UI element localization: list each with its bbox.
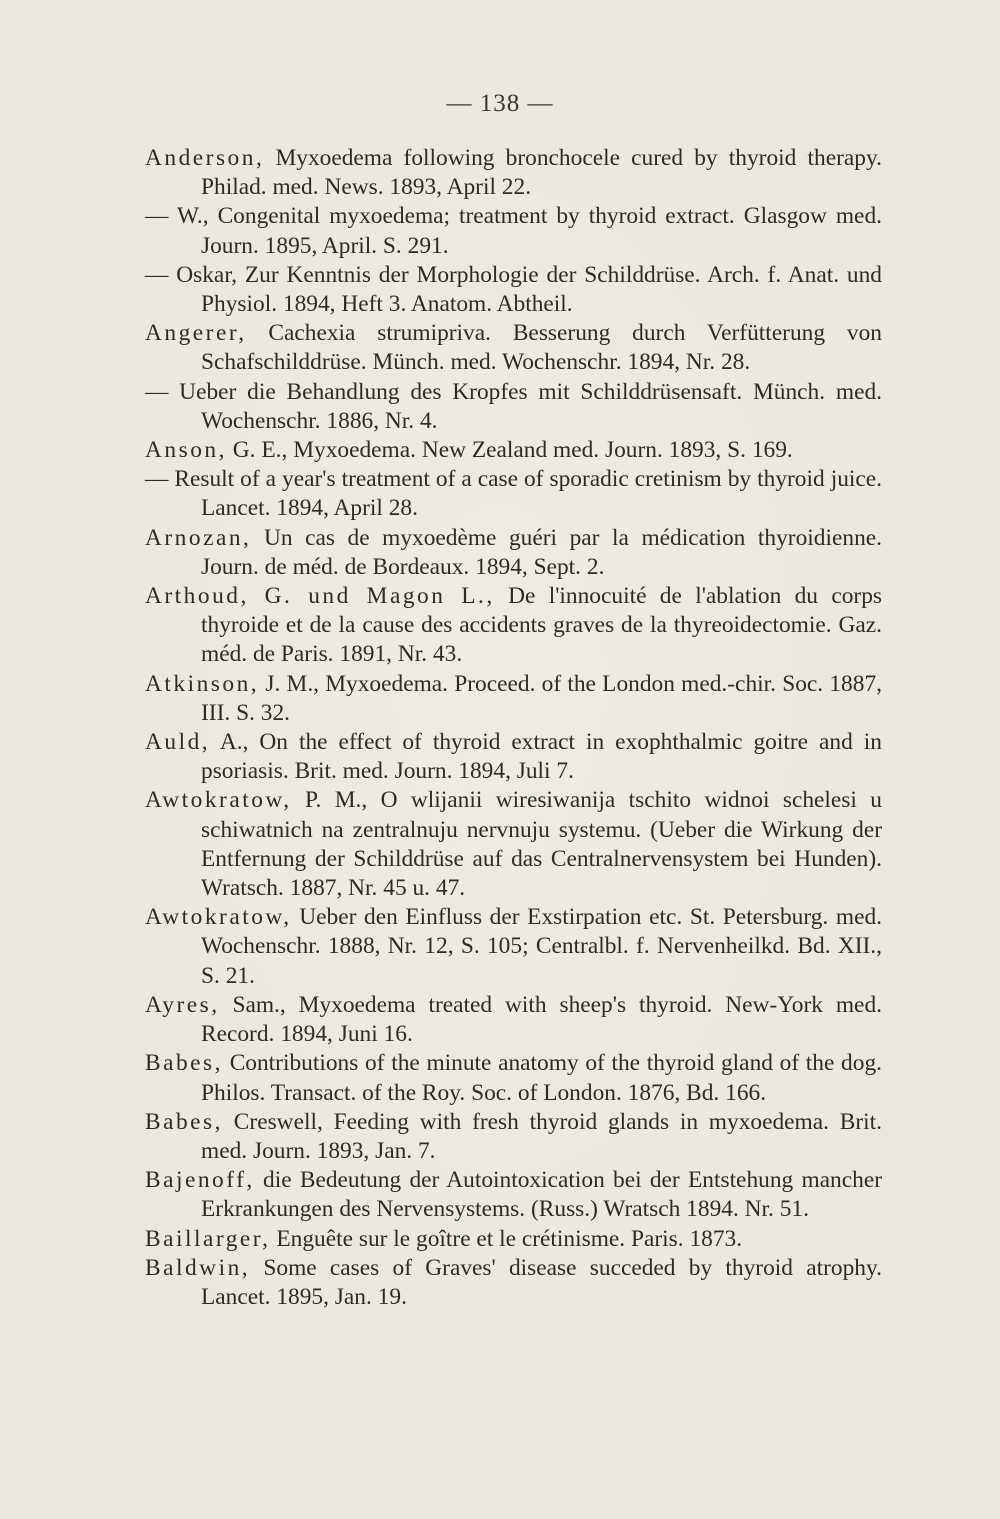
entry-text: Enguête sur le goître et le crétinisme. Paris. 1873.: [270, 1225, 743, 1252]
entry-author: —: [145, 378, 169, 405]
entry-text: A., On the effect of thyroid extract in exophthalmic goitre and in psoriasis. Brit. med. Journ. 1894, Juli 7.: [201, 729, 882, 785]
entry-author: — Oskar,: [145, 261, 238, 288]
entry-author: — W.,: [145, 203, 209, 230]
bibliography-entry: [145, 1049, 882, 1107]
entry-text: Creswell, Feeding with fresh thyroid glands in myxoedema. Brit. med. Journ. 1893, Jan. 7.: [201, 1108, 882, 1164]
entry-author: Baillarger,: [145, 1225, 271, 1252]
entry-author: Arnozan,: [145, 524, 252, 551]
entry-author: Angerer,: [145, 320, 247, 347]
bibliography-entry: [145, 786, 882, 903]
bibliography-entry: [145, 582, 882, 670]
entry-author: Bajenoff,: [145, 1167, 255, 1194]
bibliography-list: [145, 144, 882, 1312]
entry-author: Atkinson,: [145, 670, 260, 697]
bibliography-entry: [145, 1108, 882, 1166]
entry-author: Arthoud, G. und Magon L.,: [145, 583, 495, 610]
entry-author: —: [145, 466, 169, 493]
entry-author: Auld,: [145, 729, 211, 756]
entry-text: Some cases of Graves' disease succeded by thyroid atrophy. Lancet. 1895, Jan. 19.: [201, 1254, 882, 1310]
entry-author: Awtokratow,: [145, 904, 292, 931]
bibliography-entry: [145, 903, 882, 991]
bibliography-entry: [145, 524, 882, 582]
bibliography-entry: [145, 1166, 882, 1224]
entry-author: Anderson,: [145, 145, 265, 171]
entry-text: Contributions of the minute anatomy of the thyroid gland of the dog. Philos. Transact. of the Roy. Soc. of London. 1876, Bd. 166.: [201, 1050, 882, 1106]
bibliography-entry: [145, 991, 882, 1049]
bibliography-entry: [145, 465, 882, 523]
entry-author: Baldwin,: [145, 1254, 251, 1281]
entry-text: Cachexia strumipriva. Besserung durch Verfütterung von Schafschilddrüse. Münch. med. Wochenschr. 1894, Nr. 28.: [201, 320, 882, 376]
bibliography-entry: [145, 1254, 882, 1312]
entry-text: J. M., Myxoedema. Proceed. of the London med.-chir. Soc. 1887, III. S. 32.: [201, 670, 882, 726]
entry-text: Ueber den Einfluss der Exstirpation etc. St. Petersburg. med. Wochenschr. 1888, Nr. 12, S. 105; Centralbl. f. Nervenheilkd. Bd. XII., S. 21.: [201, 904, 882, 989]
entry-author: Anson,: [145, 437, 227, 464]
bibliography-entry: [145, 1225, 882, 1254]
entry-text: G. E., Myxoedema. New Zealand med. Journ. 1893, S. 169.: [226, 437, 793, 464]
entry-text: Result of a year's treatment of a case of sporadic cretinism by thyroid juice. Lancet. 1894, April 28.: [168, 466, 882, 522]
entry-author: Ayres,: [145, 991, 220, 1018]
entry-text: Sam., Myxoedema treated with sheep's thyroid. New-York med. Record. 1894, Juni 16.: [201, 991, 882, 1048]
bibliography-entry: [145, 436, 882, 465]
entry-text: Zur Kenntnis der Morphologie der Schilddrüse. Arch. f. Anat. und Physiol. 1894, Heft 3. Anatom. Abtheil.: [201, 261, 882, 318]
entry-text: Un cas de myxoedème guéri par la médication thyroidienne. Journ. de méd. de Bordeaux. 1894, Sept. 2.: [201, 524, 882, 580]
entry-text: P. M., O wlijanii wiresiwanija tschito widnoi schelesi u schiwatnich na zentralnuju nervnuju systemu. (Ueber die Wirkung der Entfernung der Schilddrüse auf das Centralnervensystem bei Hunden). Wratsch. 1887, Nr. 45 u. 47.: [201, 787, 882, 902]
bibliography-entry: [145, 728, 882, 786]
bibliography-entry: [145, 202, 882, 260]
entry-text: Myxoedema following bronchocele cured by thyroid therapy. Philad. med. News. 1893, April 22.: [201, 145, 882, 201]
entry-author: Babes,: [145, 1050, 224, 1077]
bibliography-entry: [145, 261, 882, 319]
page-number: — 138 —: [446, 90, 554, 117]
bibliography-entry: [145, 378, 882, 436]
entry-author: Awtokratow,: [145, 787, 292, 814]
entry-text: Ueber die Behandlung des Kropfes mit Schilddrüsensaft. Münch. med. Wochenschr. 1886, Nr. 4.: [168, 378, 882, 434]
entry-text: die Bedeutung der Autointoxication bei der Entstehung mancher Erkrankungen des Nervensystems. (Russ.) Wratsch 1894. Nr. 51.: [201, 1167, 882, 1223]
bibliography-entry: [145, 319, 882, 377]
entry-author: Babes,: [145, 1108, 224, 1135]
entry-text: De l'innocuité de l'ablation du corps thyroide et de la cause des accidents graves de la thyreoidectomie. Gaz. méd. de Paris. 1891, Nr. 43.: [201, 583, 882, 668]
bibliography-entry: [145, 144, 882, 202]
bibliography-entry: [145, 670, 882, 728]
entry-text: Congenital myxoedema; treatment by thyroid extract. Glasgow med. Journ. 1895, April. S. 291.: [201, 203, 882, 259]
